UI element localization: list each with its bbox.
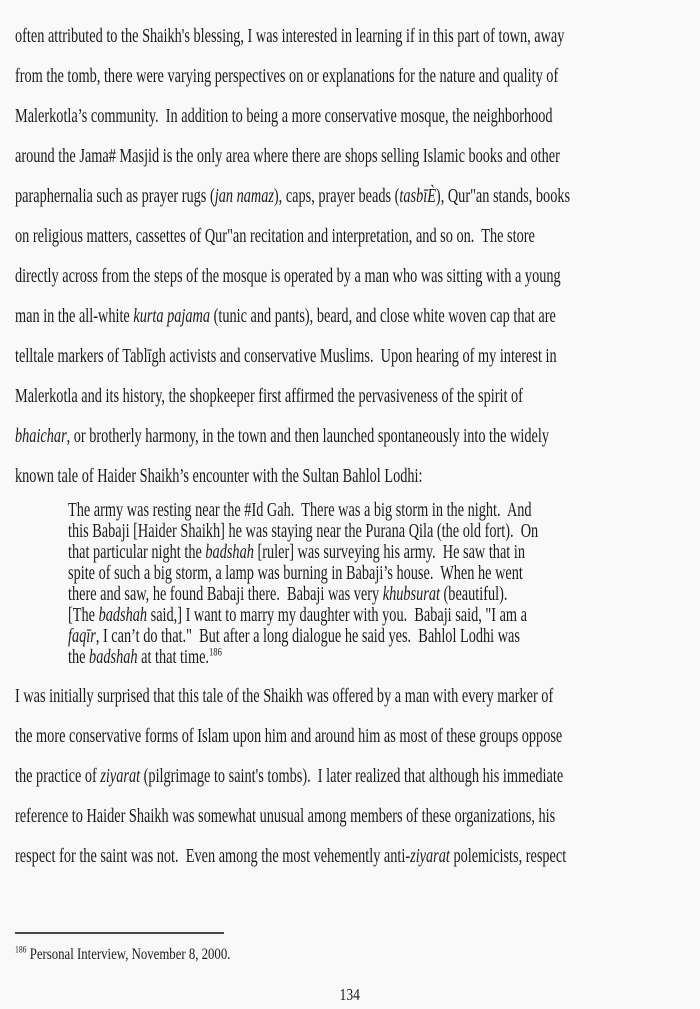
italic-term: ziyarat bbox=[410, 845, 450, 867]
text-segment: Malerkotla’s community. In addition to being a more conservative mosque, the neighborhood bbox=[15, 105, 553, 127]
text-segment: the practice of bbox=[15, 765, 101, 787]
text-segment: at that time. bbox=[137, 646, 210, 668]
text-line bbox=[68, 626, 538, 647]
text-line bbox=[15, 96, 570, 136]
text-line bbox=[68, 605, 538, 626]
italic-term: badshah bbox=[205, 541, 254, 563]
page-number-container bbox=[0, 986, 700, 1004]
footnote-reference: 186 bbox=[15, 944, 27, 956]
text-segment: Personal Interview, November 8, 2000. bbox=[26, 946, 231, 963]
italic-term: kurta pajama bbox=[133, 305, 211, 327]
paragraph-1 bbox=[15, 16, 700, 496]
text-line bbox=[15, 136, 570, 176]
footnote-186 bbox=[15, 944, 284, 966]
italic-term: faqīr bbox=[68, 625, 96, 647]
text-segment: reference to Haider Shaikh was somewhat unusual among members of these organizations, his bbox=[15, 805, 556, 827]
text-line bbox=[15, 416, 570, 456]
text-line bbox=[15, 16, 570, 56]
text-segment: Malerkotla and its history, the shopkeeper first affirmed the pervasiveness of the spirit of bbox=[15, 385, 523, 407]
text-line bbox=[68, 584, 538, 605]
text-segment: said,] I want to marry my daughter with you. Babaji said, "I am a bbox=[147, 604, 527, 626]
text-segment: [ruler] was surveying his army. He saw that in bbox=[253, 541, 525, 563]
italic-term: ziyarat bbox=[100, 765, 141, 787]
text-segment: telltale markers of Tablīgh activists and conservative Muslims. Upon hearing of my interest in bbox=[15, 345, 557, 367]
text-segment: (tunic and pants), beard, and close white woven cap that are bbox=[210, 305, 556, 327]
italic-term: badshah bbox=[98, 604, 148, 626]
blockquote-tale bbox=[68, 500, 700, 668]
text-segment: on religious matters, cassettes of Qur"an recitation and interpretation, and so on. The store bbox=[15, 225, 535, 247]
text-line bbox=[15, 836, 566, 876]
text-segment: , or brotherly harmony, in the town and then launched spontaneously into the widely bbox=[66, 425, 550, 447]
text-line bbox=[15, 456, 570, 496]
text-segment: ), Qur"an stands, books bbox=[435, 185, 571, 207]
text-line bbox=[15, 336, 570, 376]
text-segment: ), caps, prayer beads ( bbox=[273, 185, 400, 207]
text-segment: often attributed to the Shaikh's blessing, I was interested in learning if in this part of town, away bbox=[15, 25, 565, 47]
text-segment: known tale of Haider Shaikh’s encounter with the Sultan Bahlol Lodhi: bbox=[15, 465, 423, 487]
text-line bbox=[68, 644, 538, 668]
text-line bbox=[15, 676, 566, 716]
text-segment: (pilgrimage to saint's tombs). I later realized that although his immediate bbox=[140, 765, 564, 787]
text-line bbox=[15, 756, 566, 796]
text-line bbox=[15, 256, 570, 296]
page-number: 134 bbox=[339, 985, 361, 1004]
text-segment: the bbox=[68, 646, 90, 668]
text-line bbox=[15, 796, 566, 836]
text-segment: this Babaji [Haider Shaikh] he was staying near the Purana Qila (the old fort). On bbox=[68, 520, 539, 542]
text-segment: I was initially surprised that this tale of the Shaikh was offered by a man with every marker of bbox=[15, 685, 554, 707]
text-segment: spite of such a big storm, a lamp was burning in Babaji’s house. When he went bbox=[68, 562, 523, 584]
text-segment: The army was resting near the #Id Gah. There was a big storm in the night. And bbox=[68, 499, 532, 521]
text-line bbox=[68, 563, 538, 584]
text-line bbox=[15, 216, 570, 256]
text-segment: [The bbox=[68, 604, 99, 626]
italic-term: khubsurat bbox=[382, 583, 440, 605]
text-segment: man in the all-white bbox=[15, 305, 134, 327]
text-segment: around the Jama# Masjid is the only area where there are shops selling Islamic books and other bbox=[15, 145, 560, 167]
text-line bbox=[15, 56, 570, 96]
text-segment: from the tomb, there were varying perspectives on or explanations for the nature and quality of bbox=[15, 65, 559, 87]
italic-term: bhaichar bbox=[15, 425, 67, 447]
text-segment: that particular night the bbox=[68, 541, 206, 563]
paragraph-2 bbox=[15, 676, 700, 876]
text-segment: the more conservative forms of Islam upon him and around him as most of these groups oppose bbox=[15, 725, 563, 747]
text-line bbox=[15, 296, 570, 336]
text-line bbox=[15, 716, 566, 756]
text-segment: there and saw, he found Babaji there. Babaji was very bbox=[68, 583, 383, 605]
text-segment: polemicists, respect bbox=[449, 845, 567, 867]
italic-term: jan namaz bbox=[214, 185, 274, 207]
text-segment: directly across from the steps of the mosque is operated by a man who was sitting with a young bbox=[15, 265, 561, 287]
text-segment: respect for the saint was not. Even among the most vehemently anti- bbox=[15, 845, 411, 867]
italic-term: tasbīÈ bbox=[399, 185, 436, 207]
text-line bbox=[68, 500, 538, 521]
footnote-separator-rule bbox=[15, 932, 224, 934]
text-line bbox=[15, 376, 570, 416]
italic-term: badshah bbox=[89, 646, 138, 668]
footnote-reference: 186 bbox=[209, 644, 222, 659]
text-line bbox=[15, 944, 230, 966]
text-segment: , I can’t do that." But after a long dialogue he said yes. Bahlol Lodhi was bbox=[95, 625, 520, 647]
text-line bbox=[68, 521, 538, 542]
text-segment: (beautiful). bbox=[439, 583, 508, 605]
text-line bbox=[68, 542, 538, 563]
text-segment: paraphernalia such as prayer rugs ( bbox=[15, 185, 215, 207]
text-line bbox=[15, 176, 570, 216]
